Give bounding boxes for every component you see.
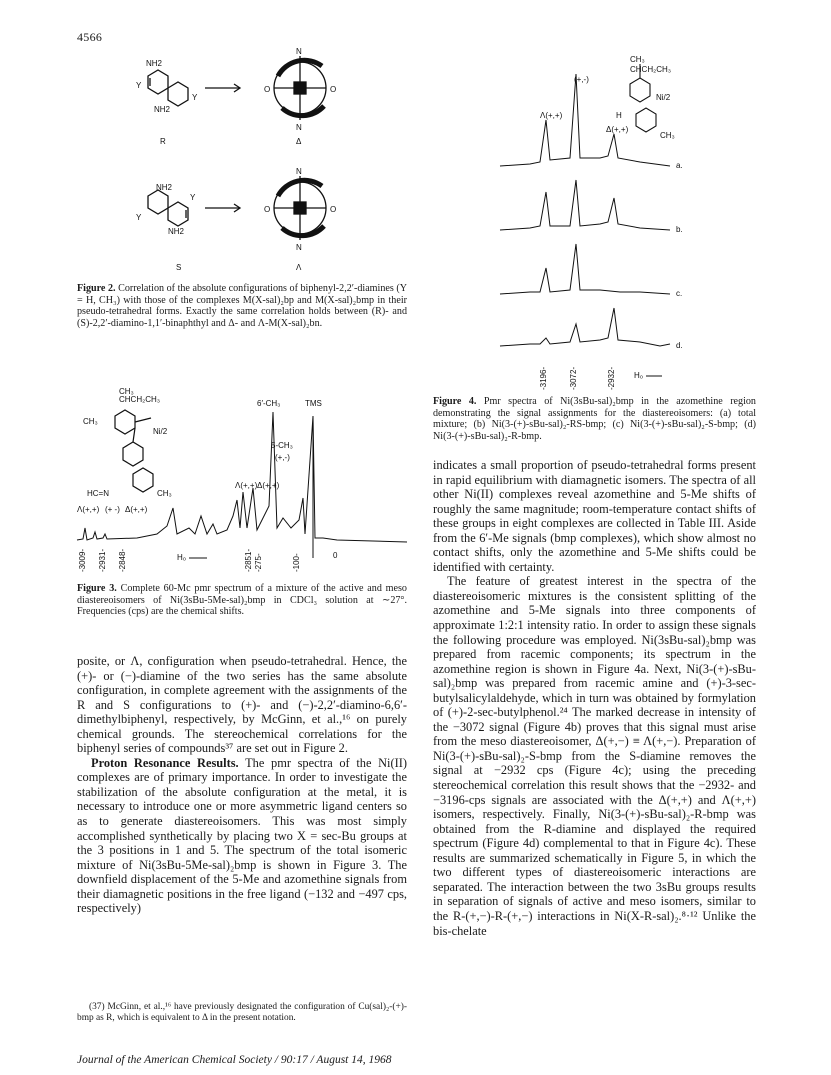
h0-label: H₀	[177, 553, 187, 562]
five-me-sign: (+,-)	[275, 453, 290, 462]
struct-ch3-top: CH₃	[119, 387, 134, 396]
left-paragraph-1: posite, or Λ, configuration when pseudo-tetrahedral. Hence, the (+)- or (−)-diamine of the two series has the same absolute configuration, in complete agreement with the assignments of the R and S configurations to (+)- and (−)-2,2′-diamino-6,6′-dimethylbiphenyl, respectively, by McGinn, et al.,¹⁶ on purely chemical grounds. The stereochemical correlations for the biphenyl series of compounds³⁷ are set out in Figure 2.	[77, 654, 407, 756]
delta-pp-label-5me: Δ(+,+)	[257, 481, 280, 490]
tick-2931: -2931-	[98, 548, 107, 572]
struct-ch3-b: CH₃	[660, 131, 675, 140]
left-paragraph-2	[77, 756, 407, 916]
n-label-lambda-top: N	[296, 167, 302, 176]
hc-n-label: HC=N	[87, 489, 110, 498]
footnote-37	[77, 1002, 407, 1023]
struct-ch3-left: CH₃	[83, 417, 98, 426]
tick-2851: -2851-	[244, 548, 253, 572]
trace-c-label: c.	[676, 289, 683, 298]
o-label-lambda-left: O	[264, 205, 271, 214]
tms-label: TMS	[305, 399, 322, 408]
lambda-pp-label: Λ(+,+)	[540, 111, 563, 120]
trace-d-label: d.	[676, 341, 683, 350]
ni-label: Ni/2	[153, 427, 168, 436]
right-paragraph-2: The feature of greatest interest in the spectra of the diastereoisomeric mixtures is the consistent splitting of the azomethine and 5-Me signals into three components of approximate 1:2:1 intensity ratio. In order to assign these signals the following procedure was employed. Ni(3sBu-sal)₂bmp was prepared from racemic components; its spectrum in the azomethine region is shown in Figure 4a. Next, Ni(3-(+)-sBu-sal)₂bmp was prepared from racemic amine and (+)-3-sec-butylsalicylaldehyde, which in turn was obtained by formylation of (+)-2-sec-butylphenol.²⁴ The marked decrease in intensity of the −3072 signal (Figure 4b) proves that this signal must arise from the meso diastereoisomer, Δ(+,−) ≡ Λ(+,−). Preparation of Ni(3-(+)-sBu-sal)₂-S-bmp from the S-diamine removes the signal at −2932 cps (Figure 4c); using the preceding stereochemical correlation this result shows that the −2932- and −3196-cps signals are associated with the Δ(+,+) and Λ(+,+) isomers, respectively. Finally, Ni(3-(+)-sBu-sal)₂-R-bmp was obtained from the R-diamine and displayed the required spectrum (Figure 4d) complemental to that in Figure 4c). These results are summarized schematically in Figure 5, in which the two different types of diastereoisomeric interactions are separated. The interaction between the two 3sBu groups results in separation of signals of active and meso isomers, similar to the R-(+,−)-R-(+,−) interactions in Ni(X-R-sal)₂.⁸·¹² Unlike the bis-chelate	[433, 574, 756, 938]
lambda-pp-label: Λ(+,+)	[77, 505, 100, 514]
figure-4-spectra	[500, 48, 800, 403]
y-label-s-right: Y	[190, 193, 196, 202]
h-label: H	[616, 111, 622, 120]
o-label-delta-left: O	[264, 85, 271, 94]
right-paragraph-1: indicates a small proportion of pseudo-tetrahedral forms present in rapid equilibrium with diamagnetic isomers. The spectra of all other Ni(II) complexes reveal azomethine and 5-Me shifts of roughly the same magnitude; room-temperature contact shifts of these groups in eight complexes are collected in Table III. Aside from the 6′-Me signals (bmp complexes), which show almost no contact shifts, only the azomethine and 5-Me shifts could be identified with certainty.	[433, 458, 756, 574]
trace-b-label: b.	[676, 225, 683, 234]
y-label-r: Y	[192, 93, 198, 102]
struct-chch2ch3: CHCH₂CH₃	[630, 65, 672, 74]
pm-label: (+,-)	[574, 75, 589, 84]
n-label-lambda-bottom: N	[296, 243, 302, 252]
struct-ch3: CH₃	[630, 55, 645, 64]
tick-2848: -2848-	[118, 548, 127, 572]
r-label: R	[160, 137, 166, 146]
tick-275: -275-	[254, 553, 263, 572]
nh2-label-r-bottom: NH2	[154, 105, 171, 114]
tick-3196: -3196-	[539, 366, 548, 390]
tick-3009: -3009-	[78, 548, 87, 572]
figure-3-spectrum	[77, 388, 407, 598]
delta-label: Δ	[296, 137, 302, 146]
six-me-label: 6′-CH₃	[257, 399, 281, 408]
five-me-label: 5-CH₃	[271, 441, 293, 450]
lambda-label: Λ	[296, 263, 302, 272]
trace-a-label: a.	[676, 161, 683, 170]
tick-0: 0	[333, 551, 338, 560]
figure-3-caption-text: Complete 60-Mc pmr spectrum of a mixture of the active and meso diastereoisomers of Ni(3sBu-5Me-sal)₂bmp in CDCl₃ solution at ∼27°. Frequencies (cps) are the chemical shifts.	[77, 583, 407, 618]
delta-pp-label: Δ(+,+)	[606, 125, 629, 134]
s-label: S	[176, 263, 182, 272]
left-paragraph-2-text: The pmr spectra of the Ni(II) complexes are of primary importance. In order to investigate the stabilization of the absolute configuration at the metal, it is necessary to introduce one or more asymmetric ligand centers so as to generate diastereoisomers. This was most simply accomplished synthetically by placing two X = sec-Bu groups at the 3 positions in 1 and 5. The spectrum of the total isomeric mixture of Ni(3sBu-5Me-sal)₂bmp is shown in Figure 3. The downfield displacement of the 5-Me and azomethine signals from their diamagnetic positions in the free ligand (−132 and −497 cps, respectively)	[77, 755, 407, 916]
n-label-delta-bottom: N	[296, 123, 302, 132]
struct-chch2ch3: CHCH₂CH₃	[119, 395, 161, 404]
ni-label: Ni/2	[656, 93, 671, 102]
figure-2-caption	[77, 283, 407, 329]
figure-3-caption	[77, 583, 407, 618]
pm-label: (+ -)	[105, 505, 120, 514]
figure-4-caption	[433, 396, 756, 442]
nh2-label-r-top: NH2	[146, 59, 163, 68]
n-label-delta-top: N	[296, 47, 302, 56]
nh2-label-s-top: NH2	[156, 183, 173, 192]
tick-2932: -2932-	[607, 366, 616, 390]
nh2-label-s-bottom: NH2	[168, 227, 185, 236]
left-column-text	[77, 654, 407, 916]
figure-3-caption-label: Figure 3.	[77, 583, 117, 594]
page-number: 4566	[77, 30, 103, 44]
o-label-lambda-right: O	[330, 205, 337, 214]
figure-2-caption-label: Figure 2.	[77, 283, 116, 294]
figure-2-structures	[110, 48, 440, 278]
y-label-s: Y	[136, 213, 142, 222]
tick-100: -100-	[292, 553, 301, 572]
y-label-r-left: Y	[136, 81, 142, 90]
figure-4-caption-label: Figure 4.	[433, 396, 477, 407]
figure-2-caption-text: Correlation of the absolute configurations of biphenyl-2,2′-diamines (Y = H, CH₃) with those of the complexes M(X-sal)₂bp and M(X-sal)₂bmp in their pseudo-tetrahedral forms. Exactly the same correlation holds between (R)- and (S)-2,2′-diamino-1,1′-binaphthyl and Δ- and Λ-M(X-sal)₂bn.	[77, 283, 407, 329]
figure-4-caption-text: Pmr spectra of Ni(3sBu-sal)₂bmp in the azomethine region demonstrating the signal assignments for the diastereoisomers: (a) total mixture; (b) Ni(3-(+)-sBu-sal)₂-RS-bmp; (c) Ni(3-(+)-sBu-sal)₂-S-bmp; (d) Ni(3-(+)-sBu-sal)₂-R-bmp.	[433, 396, 756, 442]
lambda-pp-label-5me: Λ(+,+)	[235, 481, 258, 490]
o-label-delta-right: O	[330, 85, 337, 94]
right-column-text	[433, 458, 756, 938]
journal-footer: Journal of the American Chemical Society / 90:17 / August 14, 1968	[77, 1054, 392, 1066]
proton-resonance-heading: Proton Resonance Results.	[91, 755, 239, 770]
delta-pp-label: Δ(+,+)	[125, 505, 148, 514]
tick-3072: -3072-	[569, 366, 578, 390]
footnote-37-text: (37) McGinn, et al.,¹⁶ have previously designated the configuration of Cu(sal)₂-(+)-bmp as R, which is equivalent to Δ in the present notation.	[77, 1002, 407, 1023]
h0-label: H₀	[634, 371, 644, 380]
struct-ch3-bottom: CH₃	[157, 489, 172, 498]
